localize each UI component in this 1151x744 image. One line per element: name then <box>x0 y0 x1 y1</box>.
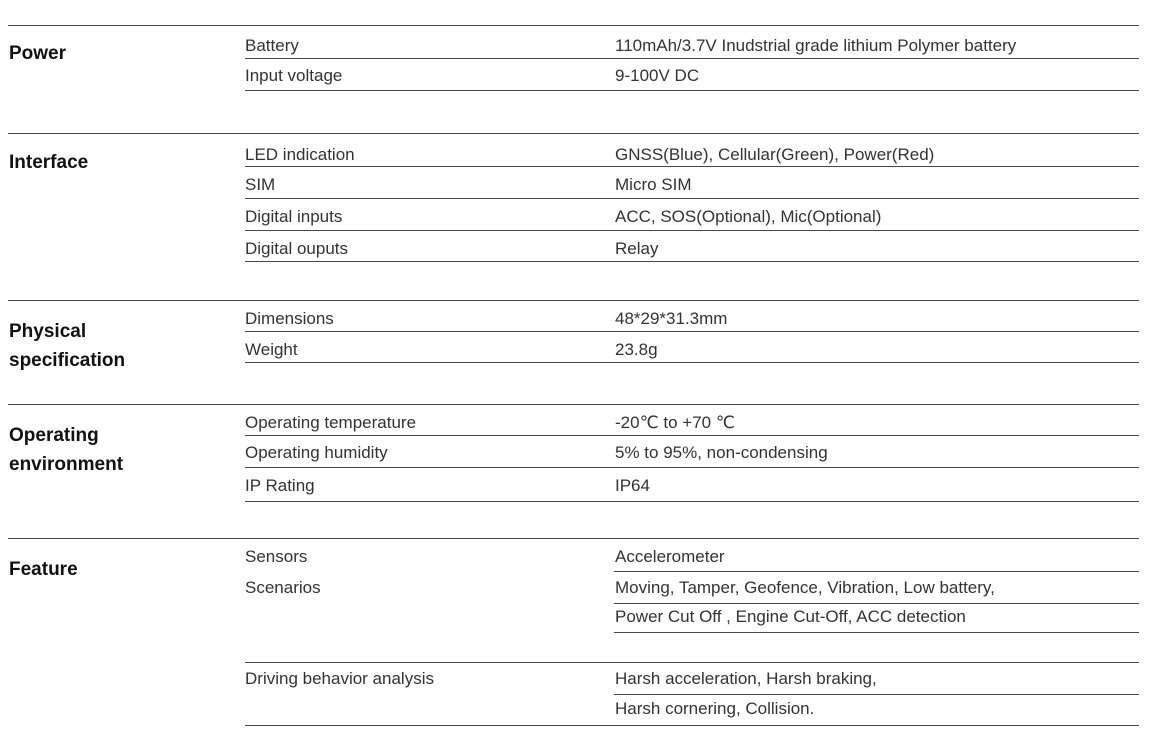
spec-label-scenarios: Scenarios <box>245 578 321 597</box>
spec-value-weight: 23.8g <box>615 340 658 359</box>
spec-label-dimensions: Dimensions <box>245 309 334 328</box>
spec-label-digital-inputs: Digital inputs <box>245 207 343 226</box>
spec-label-sim: SIM <box>245 175 276 194</box>
spec-label-ip-rating: IP Rating <box>245 476 315 495</box>
section-title-line: Operating <box>9 425 99 446</box>
divider <box>245 58 1139 59</box>
divider <box>614 632 1139 633</box>
section-title-power <box>9 39 66 68</box>
spec-label-driving-behavior: Driving behavior analysis <box>245 669 434 688</box>
spec-value-digital-inputs: ACC, SOS(Optional), Mic(Optional) <box>615 207 882 226</box>
spec-value-operating-humidity: 5% to 95%, non-condensing <box>615 443 828 462</box>
section-title-interface <box>9 148 88 177</box>
divider <box>245 662 1139 663</box>
divider <box>8 25 1139 26</box>
spec-value-driving-behavior-line-1: Harsh acceleration, Harsh braking, <box>615 669 877 688</box>
spec-value-input-voltage: 9-100V DC <box>615 66 700 85</box>
divider <box>8 133 1139 134</box>
spec-label-led-indication: LED indication <box>245 145 355 164</box>
section-title-line: specification <box>9 350 126 371</box>
section-title-physical <box>9 317 125 375</box>
spec-value-sim: Micro SIM <box>615 175 692 194</box>
spec-label-input-voltage: Input voltage <box>245 66 343 85</box>
divider <box>8 404 1139 405</box>
spec-value-sensors: Accelerometer <box>615 547 725 566</box>
divider <box>245 331 1139 332</box>
divider <box>245 501 1139 502</box>
divider <box>8 538 1139 539</box>
divider <box>245 725 1139 726</box>
divider <box>245 435 1139 436</box>
section-title-feature <box>9 555 78 584</box>
section-title-operating-environment <box>9 421 123 479</box>
divider <box>245 362 1139 363</box>
spec-value-operating-temperature: -20℃ to +70 ℃ <box>615 413 735 432</box>
spec-value-led-indication: GNSS(Blue), Cellular(Green), Power(Red) <box>615 145 935 164</box>
spec-label-battery: Battery <box>245 36 299 55</box>
divider <box>245 166 1139 167</box>
divider <box>614 603 1139 604</box>
divider <box>245 90 1139 91</box>
spec-value-driving-behavior-line-2: Harsh cornering, Collision. <box>615 699 815 718</box>
spec-value-dimensions: 48*29*31.3mm <box>615 309 728 328</box>
spec-value-ip-rating: IP64 <box>615 476 650 495</box>
section-title-line: environment <box>9 454 124 475</box>
spec-label-operating-humidity: Operating humidity <box>245 443 388 462</box>
divider <box>245 198 1139 199</box>
section-title-line: Interface <box>9 152 89 173</box>
spec-value-scenarios-line-1: Moving, Tamper, Geofence, Vibration, Low battery, <box>615 578 995 597</box>
spec-label-sensors: Sensors <box>245 547 308 566</box>
spec-value-scenarios-line-2: Power Cut Off , Engine Cut-Off, ACC detection <box>615 607 966 626</box>
spec-value-digital-outputs: Relay <box>615 239 659 258</box>
spec-label-operating-temperature: Operating temperature <box>245 413 417 432</box>
section-title-line: Power <box>9 43 67 64</box>
divider <box>614 694 1139 695</box>
divider <box>8 300 1139 301</box>
divider <box>614 571 1139 572</box>
section-title-line: Feature <box>9 559 78 580</box>
divider <box>245 467 1139 468</box>
spec-label-weight: Weight <box>245 340 298 359</box>
divider <box>245 230 1139 231</box>
section-title-line: Physical <box>9 321 87 342</box>
spec-label-digital-outputs: Digital ouputs <box>245 239 349 258</box>
divider <box>245 261 1139 262</box>
spec-value-battery: 110mAh/3.7V Inudstrial grade lithium Polymer battery <box>615 36 1017 55</box>
